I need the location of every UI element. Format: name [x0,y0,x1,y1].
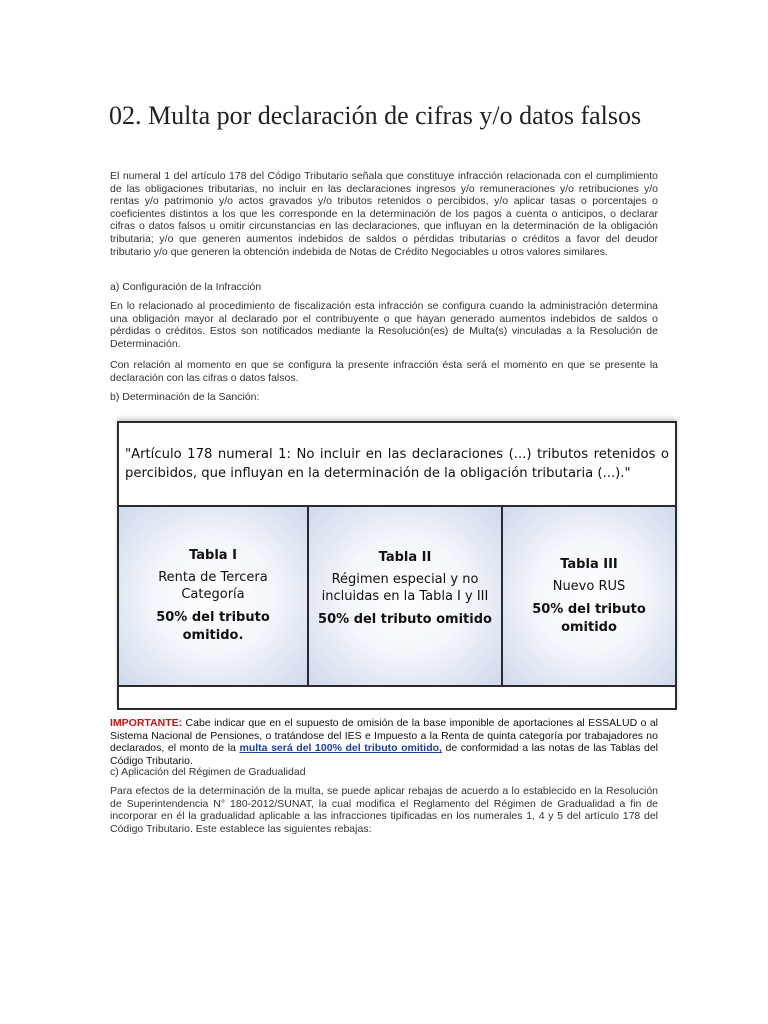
table-penalty: 50% del tributo omitido [318,612,492,627]
table-cell-ii [309,507,503,685]
table-title: Tabla I [189,548,237,563]
table-cell-iii [503,507,675,685]
table-penalty: 50% del tributo omitido [532,601,646,635]
important-text: Cabe indicar que en el supuesto de omisión de la base imponible de aportaciones al ESSALUD o al Sistema Nacional de Pensiones, o tratándose del IES e Impuesto a la Renta de quinta categoría por trabajadores no declarados, el monto de la [110,717,658,755]
tables-row [119,507,675,687]
page-title: 02. Multa por declaración de cifras y/o datos falsos [109,101,642,130]
table-subtitle: Renta de Tercera Categoría [158,570,268,602]
penalty-link[interactable]: multa será del 100% del tributo omitido, [239,742,442,755]
table-cell-i [119,507,309,685]
article-quote: "Artículo 178 numeral 1: No incluir en las declaraciones (...) tributos retenidos o percibidos, que influyan en la determinación de la obligación tributaria (...)." [119,423,675,507]
important-text-end: de conformidad a las notas de las Tablas del Código Tributario. [110,742,658,767]
intro-paragraph: El numeral 1 del artículo 178 del Código Tributario señala que constituye infracción relacionada con el cumplimiento de las obligaciones tributarias, no incluir en las declaraciones ingresos y/o remuneraciones y/o retribuciones y/o rentas y/o patrimonio y/o actos gravados y/o tributos retenidos o percibidos, y/o aplicar tasas o porcentajes o coeficientes distintos a los que les corresponde en la determinación de los pagos a cuenta o anticipos, o declarar cifras o datos falsos u omitir circunstancias en las declaraciones, que influyan en la determinación de la obligación tributaria; y/o que generen aumentos indebidos de saldos o pérdidas tributarias o créditos a favor del deudor tributario y/o que generen la obtención indebida de Notas de Crédito Negociables u otros valores similares. [110,170,658,258]
table-subtitle: Nuevo RUS [552,578,626,594]
section-c-heading: c) Aplicación del Régimen de Gradualidad [110,766,306,778]
table-penalty: 50% del tributo omitido. [156,610,270,643]
sanction-figure [117,421,677,710]
table-title: Tabla II [378,550,432,565]
section-a-paragraph-2: Con relación al momento en que se configura la presente infracción ésta será el momento en que se presente la declaración con las cifras o datos falsos. [110,359,658,384]
section-a-heading: a) Configuración de la Infracción [110,281,262,293]
section-c-paragraph: Para efectos de la determinación de la multa, se puede aplicar rebajas de acuerdo a lo establecido en la Resolución de Superintendencia N° 180-2012/SUNAT, la cual modifica el Reglamento del Régimen de Gradualidad a fin de incorporar en él la gradualidad aplicable a las infracciones tipificadas en los numerales 1, 4 y 5 del artículo 178 del Código Tributario. Este establece las siguientes rebajas: [110,785,658,835]
section-a-paragraph-1: En lo relacionado al procedimiento de fiscalización esta infracción se configura cuando la administración determina una obligación mayor al declarado por el contribuyente o que hayan generado aumentos indebidos de saldos o pérdidas o créditos. Estos son notificados mediante la Resolución(es) de Multa(s) vinculadas a la Resolución de Determinación. [110,300,658,350]
table-subtitle: Régimen especial y no incluidas en la Tabla I y III [321,572,489,604]
important-label: IMPORTANTE: [110,717,183,729]
table-title: Tabla III [560,556,618,572]
important-note [110,717,658,767]
section-b-heading: b) Determinación de la Sanción: [110,391,260,403]
